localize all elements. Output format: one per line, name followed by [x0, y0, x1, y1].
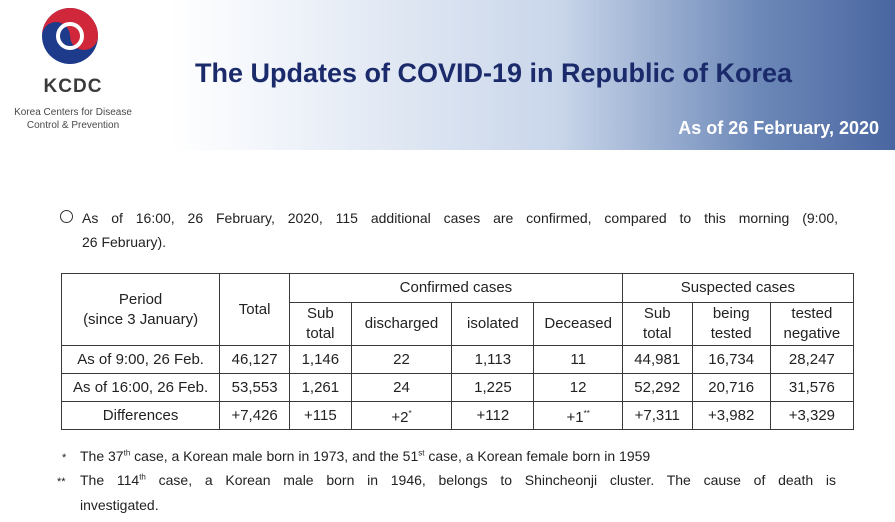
cell-total: 53,553 [220, 374, 290, 402]
tested-negative-header: tested negative [770, 303, 853, 346]
suspected-sub-total-header: Sub total [622, 303, 692, 346]
table-row [62, 402, 854, 430]
cell-suspected-sub-total: 52,292 [622, 374, 692, 402]
cell-being-tested: 20,716 [692, 374, 770, 402]
cell-deceased: +1** [534, 402, 622, 430]
org-short-name: KCDC [43, 76, 103, 97]
as-of-date: As of 26 February, 2020 [678, 118, 879, 138]
cell-being-tested: 16,734 [692, 346, 770, 374]
cell-discharged: 24 [351, 374, 452, 402]
deceased-header: Deceased [534, 303, 622, 346]
total-header: Total [220, 274, 290, 346]
footnote-2-continued: investigated. [80, 497, 159, 513]
cell-tested-negative: 31,576 [770, 374, 853, 402]
cell-tested-negative: +3,329 [770, 402, 853, 430]
cell-isolated: +112 [452, 402, 534, 430]
cell-sub-total: 1,261 [290, 374, 352, 402]
being-tested-header: being tested [692, 303, 770, 346]
page-title: The Updates of COVID-19 in Republic of Korea [195, 58, 793, 88]
circle-bullet-icon [60, 210, 73, 223]
table-header-row [62, 274, 854, 303]
sub-total-header: Sub total [290, 303, 352, 346]
confirmed-cases-header: Confirmed cases [290, 274, 623, 303]
cell-deceased: 12 [534, 374, 622, 402]
cell-total: 46,127 [220, 346, 290, 374]
cell-period: As of 16:00, 26 Feb. [62, 374, 220, 402]
header-banner [0, 0, 895, 150]
footnote-1: The 37th case, a Korean male born in 1973, and the 51st case, a Korean female born in 1959 [80, 448, 651, 464]
cell-suspected-sub-total: 44,981 [622, 346, 692, 374]
cell-discharged: 22 [351, 346, 452, 374]
cell-sub-total: +115 [290, 402, 352, 430]
note-line-1: As of 16:00, 26 February, 2020, 115 additional cases are confirmed, compared to this morning (9:00, [82, 210, 838, 226]
cell-discharged: +2* [351, 402, 452, 430]
cell-period: As of 9:00, 26 Feb. [62, 346, 220, 374]
taeguk-logo-icon [40, 6, 100, 66]
footnote-2: The 114th case, a Korean male born in 1946, belongs to Shincheonji cluster. The cause of death is [80, 472, 836, 488]
table-row [62, 374, 854, 402]
cell-total: +7,426 [220, 402, 290, 430]
cell-deceased: 11 [534, 346, 622, 374]
org-full-name: Korea Centers for Disease Control & Prevention [14, 107, 132, 131]
table-row [62, 346, 854, 374]
suspected-cases-header: Suspected cases [622, 274, 853, 303]
cases-table [61, 273, 854, 430]
cell-being-tested: +3,982 [692, 402, 770, 430]
cell-isolated: 1,225 [452, 374, 534, 402]
discharged-header: discharged [351, 303, 452, 346]
cell-period: Differences [62, 402, 220, 430]
footnote-1-mark: * [62, 452, 67, 464]
cell-sub-total: 1,146 [290, 346, 352, 374]
period-header: Period (since 3 January) [62, 274, 220, 346]
cell-suspected-sub-total: +7,311 [622, 402, 692, 430]
cell-tested-negative: 28,247 [770, 346, 853, 374]
note-line-2: 26 February). [82, 234, 167, 250]
footnote-2-mark: ** [57, 476, 66, 488]
isolated-header: isolated [452, 303, 534, 346]
cell-isolated: 1,113 [452, 346, 534, 374]
